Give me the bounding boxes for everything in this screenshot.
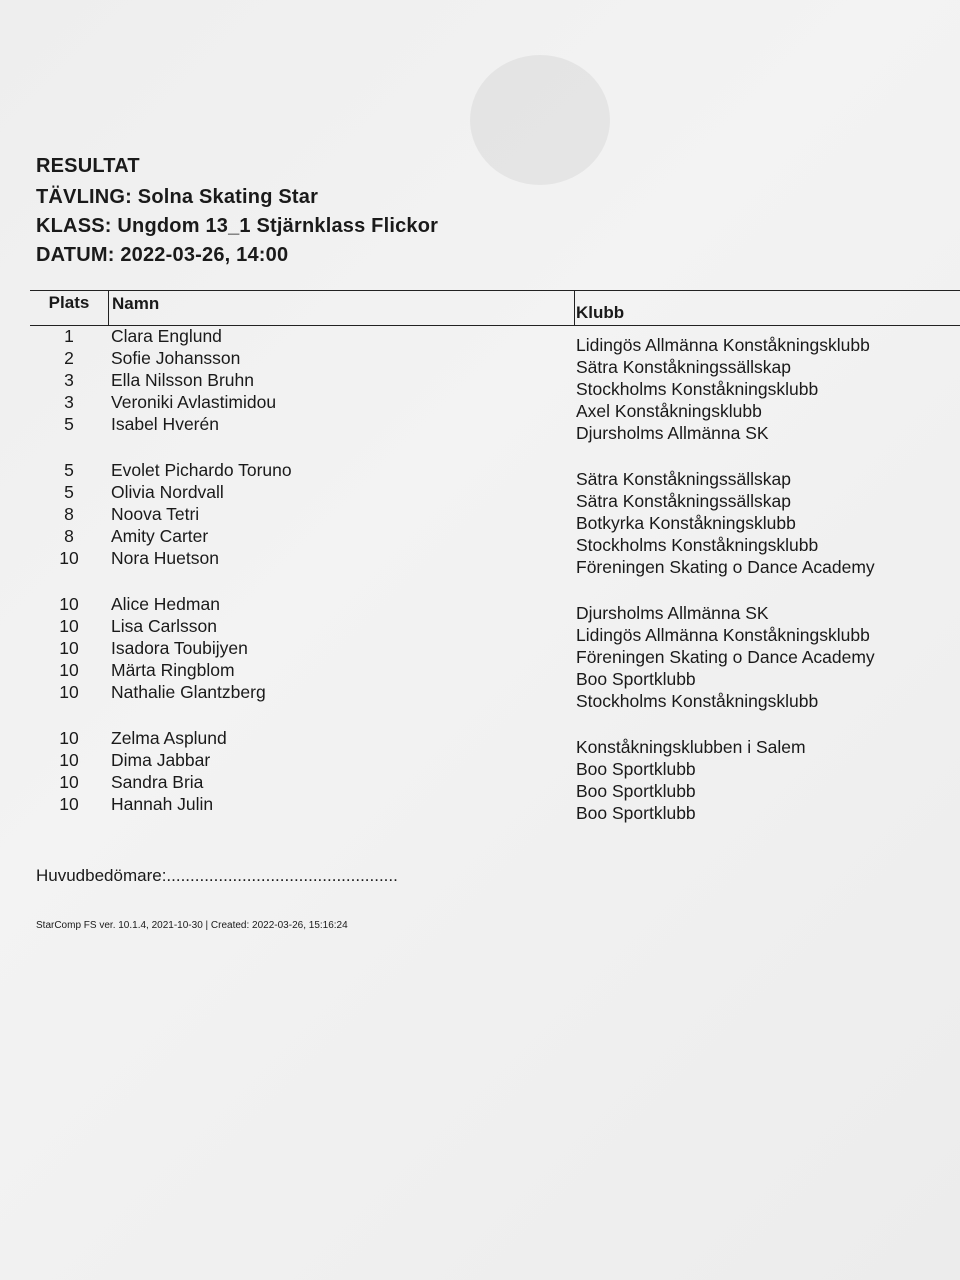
cell-klubb: Sätra Konståkningssällskap [576,469,791,489]
table-row [30,392,960,421]
cell-namn: Zelma Asplund [111,728,227,748]
cell-plats: 10 [59,794,79,814]
cell-plats: 10 [59,728,79,748]
cell-namn: Nora Huetson [111,548,219,568]
cell-plats: 5 [64,460,74,480]
cell-plats: 10 [59,660,79,680]
competition-line: TÄVLING: Solna Skating Star [36,186,319,208]
cell-klubb: Lidingös Allmänna Konståkningsklubb [576,335,870,355]
cell-plats: 10 [59,682,79,702]
cell-plats: 10 [59,594,79,614]
table-row [30,326,960,355]
cell-plats: 10 [59,772,79,792]
cell-namn: Veroniki Avlastimidou [111,392,277,412]
cell-namn: Hannah Julin [111,794,214,814]
cell-plats: 10 [59,548,79,568]
table-row [30,504,960,533]
cell-namn: Isabel Hverén [111,414,219,434]
cell-klubb: Botkyrka Konståkningsklubb [576,513,796,533]
cell-plats: 10 [59,616,79,636]
table-row [30,460,960,489]
column-header-plats: Plats [30,291,109,325]
software-version-note: StarComp FS ver. 10.1.4, 2021-10-30 | Created: 2022-03-26, 15:16:24 [36,920,348,931]
cell-namn: Dima Jabbar [111,750,211,770]
cell-klubb: Sätra Konståkningssällskap [576,357,791,377]
cell-namn: Sandra Bria [111,772,204,792]
cell-plats: 1 [64,326,74,346]
cell-klubb: Boo Sportklubb [576,669,696,689]
table-row [30,616,960,645]
table-row [30,526,960,555]
cell-plats: 5 [64,414,74,434]
cell-namn: Lisa Carlsson [111,616,218,636]
table-row [30,348,960,377]
table-row [30,794,960,823]
cell-klubb: Boo Sportklubb [576,759,696,779]
column-header-namn: Namn [110,291,575,325]
cell-klubb: Stockholms Konståkningsklubb [576,379,819,399]
table-row [30,482,960,511]
cell-namn: Evolet Pichardo Toruno [111,460,292,480]
cell-plats: 8 [64,504,74,524]
table-row [30,660,960,689]
background-logo-watermark [470,55,610,185]
cell-namn: Clara Englund [111,326,222,346]
cell-klubb: Lidingös Allmänna Konståkningsklubb [576,625,870,645]
group-spacer [30,704,960,728]
cell-klubb: Djursholms Allmänna SK [576,603,769,623]
document-header [36,152,438,270]
column-header-klubb: Klubb [576,303,625,322]
cell-klubb: Boo Sportklubb [576,781,696,801]
group-spacer [30,436,960,460]
cell-namn: Märta Ringblom [111,660,235,680]
cell-klubb: Stockholms Konståkningsklubb [576,691,819,711]
cell-namn: Nathalie Glantzberg [111,682,266,702]
cell-klubb: Boo Sportklubb [576,803,696,823]
table-row [30,414,960,443]
cell-namn: Noova Tetri [111,504,200,524]
class-line: KLASS: Ungdom 13_1 Stjärnklass Flickor [36,215,439,237]
cell-klubb: Föreningen Skating o Dance Academy [576,647,875,667]
head-judge-signature-line: Huvudbedömare:................................................. [36,866,398,885]
cell-klubb: Stockholms Konståkningsklubb [576,535,819,555]
cell-namn: Olivia Nordvall [111,482,224,502]
document-title: RESULTAT [36,155,140,177]
cell-plats: 10 [59,638,79,658]
cell-plats: 3 [64,392,74,412]
cell-plats: 3 [64,370,74,390]
results-table [30,290,960,823]
table-row [30,548,960,577]
cell-plats: 2 [64,348,74,368]
cell-plats: 8 [64,526,74,546]
cell-namn: Ella Nilsson Bruhn [111,370,254,390]
date-line: DATUM: 2022-03-26, 14:00 [36,244,289,266]
cell-namn: Alice Hedman [111,594,220,614]
cell-plats: 10 [59,750,79,770]
cell-klubb: Föreningen Skating o Dance Academy [576,557,875,577]
cell-namn: Amity Carter [111,526,209,546]
table-row [30,772,960,801]
table-row [30,750,960,779]
table-row [30,638,960,667]
cell-klubb: Djursholms Allmänna SK [576,423,769,443]
cell-namn: Sofie Johansson [111,348,241,368]
cell-klubb: Axel Konståkningsklubb [576,401,762,421]
cell-klubb: Sätra Konståkningssällskap [576,491,791,511]
table-row [30,594,960,623]
cell-klubb: Konståkningsklubben i Salem [576,737,806,757]
table-body [30,326,960,823]
cell-plats: 5 [64,482,74,502]
cell-namn: Isadora Toubijyen [111,638,248,658]
table-row [30,370,960,399]
table-row [30,728,960,757]
table-header [30,290,960,326]
table-row [30,682,960,711]
